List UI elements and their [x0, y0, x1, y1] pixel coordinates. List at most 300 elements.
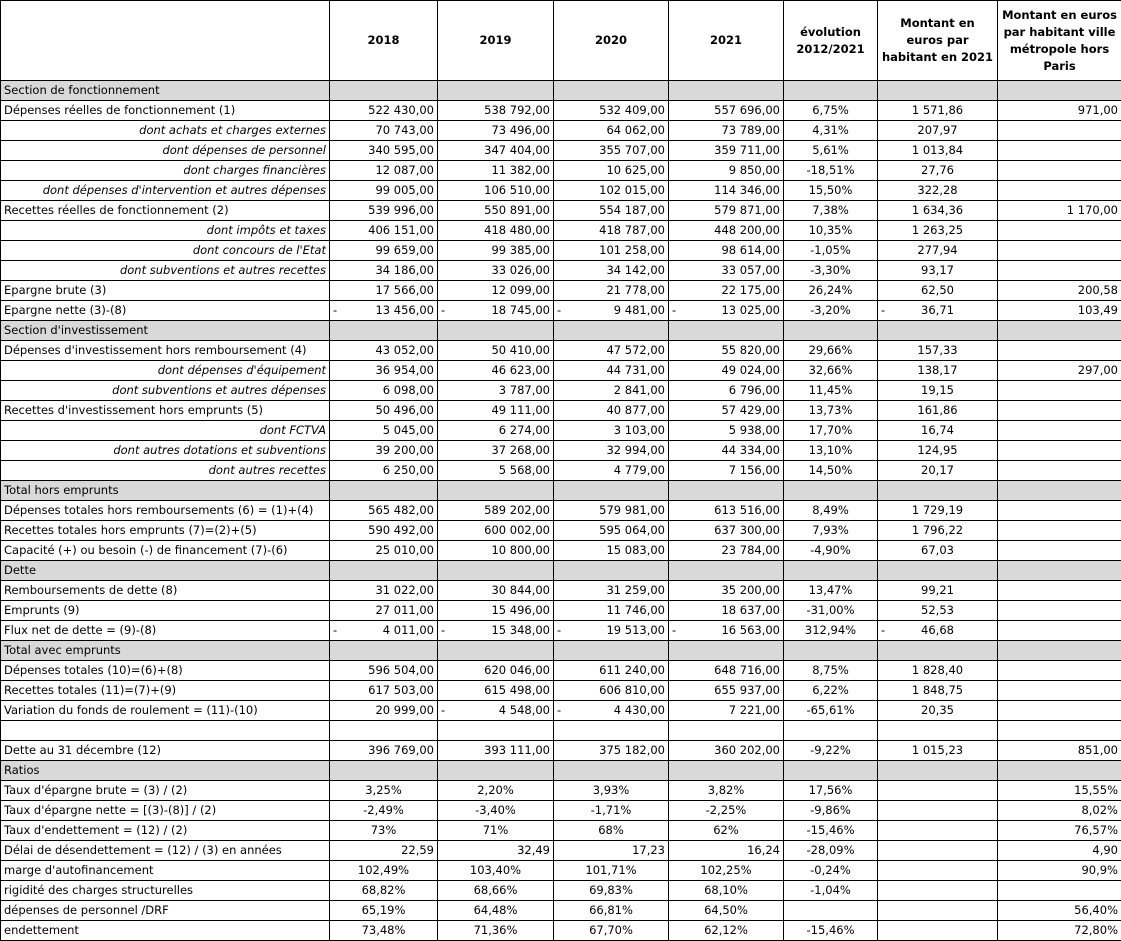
year-value: 360 202,00: [714, 743, 780, 757]
year-value-cell: [554, 281, 669, 301]
year-value: 579 871,00: [714, 203, 780, 217]
year-value: 18 745,00: [491, 303, 550, 317]
per-capita-value-cell: [878, 201, 998, 221]
per-capita-value-cell: [878, 161, 998, 181]
year-value-cell: [669, 361, 784, 381]
per-capita-value-cell: [878, 121, 998, 141]
per-capita-metro-value: 15,55%: [998, 781, 1121, 801]
year-value: 532 409,00: [599, 103, 665, 117]
section-empty-cell: [554, 321, 669, 341]
section-empty-cell: [998, 321, 1121, 341]
year-value: 25 010,00: [375, 543, 434, 557]
evolution-value: -3,20%: [784, 301, 878, 321]
year-value-cell: [438, 881, 554, 901]
year-value: 19 513,00: [606, 623, 665, 637]
header-year-2021: 2021: [669, 1, 784, 81]
year-value: 393 111,00: [484, 743, 550, 757]
year-value-cell: [669, 401, 784, 421]
year-value: 17,23: [632, 843, 665, 857]
year-value: 21 778,00: [606, 283, 665, 297]
year-value: 15 348,00: [491, 623, 550, 637]
year-value: 4 779,00: [613, 463, 665, 477]
year-value: 50 496,00: [375, 403, 434, 417]
per-capita-value: 46,68: [921, 623, 954, 637]
table-row: [1, 421, 1121, 441]
year-value-cell: [438, 681, 554, 701]
year-value-cell: [554, 821, 669, 841]
per-capita-value: 1 263,25: [911, 223, 964, 237]
year-value-cell: [438, 261, 554, 281]
year-value-cell: [438, 341, 554, 361]
table-row: [1, 741, 1121, 761]
table-row: [1, 161, 1121, 181]
year-value-cell: [330, 861, 438, 881]
per-capita-value: 19,15: [921, 383, 954, 397]
year-value-cell: [438, 201, 554, 221]
year-value: 3 103,00: [613, 423, 665, 437]
year-value: 64,50%: [704, 903, 748, 917]
negative-marker: -: [441, 703, 446, 717]
year-value: 62%: [713, 823, 739, 837]
per-capita-value: 1 571,86: [911, 103, 964, 117]
evolution-value: 6,22%: [784, 681, 878, 701]
table-row: [1, 921, 1121, 941]
year-value: 4 548,00: [498, 703, 550, 717]
year-value-cell: [438, 121, 554, 141]
header-row: [1, 1, 1121, 81]
negative-marker: -: [333, 303, 338, 317]
year-value-cell: [669, 821, 784, 841]
year-value-cell: [554, 461, 669, 481]
year-value: -3,40%: [475, 803, 516, 817]
section-empty-cell: [878, 641, 998, 661]
table-row: [1, 121, 1121, 141]
per-capita-value-cell: [878, 501, 998, 521]
row-label: dont dépenses d'équipement: [1, 361, 330, 381]
per-capita-value: 1 015,23: [911, 743, 964, 757]
table-row: [1, 201, 1121, 221]
year-value: 102,49%: [357, 863, 410, 877]
per-capita-value-cell: [878, 361, 998, 381]
evolution-value: -31,00%: [784, 601, 878, 621]
year-value-cell: [330, 101, 438, 121]
year-value-cell: [554, 701, 669, 721]
year-value: 36 954,00: [375, 363, 434, 377]
evolution-value: 26,24%: [784, 281, 878, 301]
year-value: 11 746,00: [606, 603, 665, 617]
year-value-cell: [330, 701, 438, 721]
year-value-cell: [554, 441, 669, 461]
year-value-cell: [669, 781, 784, 801]
per-capita-value-cell: [878, 281, 998, 301]
year-value-cell: [330, 661, 438, 681]
row-label: dont subventions et autres dépenses: [1, 381, 330, 401]
per-capita-value: 36,71: [921, 303, 954, 317]
per-capita-value-cell: [878, 141, 998, 161]
year-value-cell: [669, 681, 784, 701]
year-value: 6 250,00: [382, 463, 434, 477]
year-value: 396 769,00: [368, 743, 434, 757]
per-capita-value-cell: [878, 541, 998, 561]
year-value: 637 300,00: [714, 523, 780, 537]
section-empty-cell: [330, 321, 438, 341]
row-label: Recettes totales hors emprunts (7)=(2)+(5): [1, 521, 330, 541]
per-capita-value: 277,94: [917, 243, 958, 257]
table-row: [1, 781, 1121, 801]
year-value-cell: [438, 861, 554, 881]
blank-row: [1, 721, 1121, 741]
per-capita-metro-value: 971,00: [998, 101, 1121, 121]
year-value-cell: [669, 601, 784, 621]
year-value: 5 938,00: [728, 423, 780, 437]
year-value: 20 999,00: [375, 703, 434, 717]
year-value: 68,82%: [361, 883, 406, 897]
year-value: 18 637,00: [721, 603, 780, 617]
evolution-value: -3,30%: [784, 261, 878, 281]
year-value-cell: [554, 841, 669, 861]
year-value: 611 240,00: [599, 663, 665, 677]
year-value: 101 258,00: [599, 243, 665, 257]
year-value-cell: [438, 301, 554, 321]
year-value-cell: [554, 861, 669, 881]
year-value: 6 098,00: [382, 383, 434, 397]
row-label: Taux d'endettement = (12) / (2): [1, 821, 330, 841]
year-value-cell: [330, 921, 438, 941]
year-value: 595 064,00: [599, 523, 665, 537]
per-capita-value-cell: [878, 741, 998, 761]
year-value: 49 024,00: [721, 363, 780, 377]
section-empty-cell: [554, 81, 669, 101]
year-value-cell: [554, 101, 669, 121]
year-value-cell: [438, 781, 554, 801]
year-value-cell: [438, 281, 554, 301]
per-capita-metro-value: [998, 161, 1121, 181]
row-label: marge d'autofinancement: [1, 861, 330, 881]
per-capita-metro-value: [998, 681, 1121, 701]
empty-cell: [438, 721, 554, 741]
evolution-value: 8,49%: [784, 501, 878, 521]
per-capita-value-cell: [878, 221, 998, 241]
year-value: 70 743,00: [375, 123, 434, 137]
year-value-cell: [554, 741, 669, 761]
per-capita-value: 27,76: [921, 163, 954, 177]
table-row: [1, 401, 1121, 421]
section-empty-cell: [669, 481, 784, 501]
section-empty-cell: [669, 561, 784, 581]
year-value: 5 045,00: [382, 423, 434, 437]
year-value-cell: [669, 621, 784, 641]
per-capita-value-cell: [878, 841, 998, 861]
year-value: 655 937,00: [714, 683, 780, 697]
section-title: Section de fonctionnement: [1, 81, 330, 101]
section-empty-cell: [330, 481, 438, 501]
table-row: [1, 301, 1121, 321]
section-empty-cell: [998, 561, 1121, 581]
row-label: dont concours de l'Etat: [1, 241, 330, 261]
year-value: 12 099,00: [491, 283, 550, 297]
section-empty-cell: [554, 561, 669, 581]
negative-marker: -: [881, 623, 886, 637]
year-value-cell: [669, 221, 784, 241]
year-value: 102,25%: [700, 863, 752, 877]
per-capita-value-cell: [878, 801, 998, 821]
year-value-cell: [554, 181, 669, 201]
year-value-cell: [554, 241, 669, 261]
year-value-cell: [330, 881, 438, 901]
year-value: 418 787,00: [599, 223, 665, 237]
year-value: -2,25%: [705, 803, 747, 817]
per-capita-value-cell: [878, 241, 998, 261]
section-empty-cell: [784, 321, 878, 341]
per-capita-metro-value: [998, 701, 1121, 721]
per-capita-metro-value: 8,02%: [998, 801, 1121, 821]
year-value-cell: [554, 341, 669, 361]
section-header-row: [1, 321, 1121, 341]
section-empty-cell: [998, 641, 1121, 661]
section-empty-cell: [878, 321, 998, 341]
year-value: 13 025,00: [721, 303, 780, 317]
per-capita-value: 1 634,36: [911, 203, 964, 217]
negative-marker: -: [557, 703, 562, 717]
year-value-cell: [669, 201, 784, 221]
section-empty-cell: [784, 81, 878, 101]
year-value-cell: [330, 681, 438, 701]
section-header-row: [1, 481, 1121, 501]
table-row: [1, 281, 1121, 301]
year-value-cell: [330, 901, 438, 921]
year-value: 554 187,00: [599, 203, 665, 217]
row-label: dont autres recettes: [1, 461, 330, 481]
empty-cell: [554, 721, 669, 741]
section-empty-cell: [784, 761, 878, 781]
section-empty-cell: [438, 81, 554, 101]
section-empty-cell: [669, 81, 784, 101]
year-value: 617 503,00: [368, 683, 434, 697]
section-title: Ratios: [1, 761, 330, 781]
table-row: [1, 841, 1121, 861]
year-value: 10 625,00: [606, 163, 665, 177]
evolution-value: 8,75%: [784, 661, 878, 681]
per-capita-value-cell: [878, 681, 998, 701]
year-value-cell: [330, 361, 438, 381]
section-title: Total avec emprunts: [1, 641, 330, 661]
year-value-cell: [554, 261, 669, 281]
row-label: Recettes totales (11)=(7)+(9): [1, 681, 330, 701]
evolution-value: -28,09%: [784, 841, 878, 861]
header-year-2020: 2020: [554, 1, 669, 81]
year-value: 67,70%: [589, 923, 633, 937]
year-value: 37 268,00: [491, 443, 550, 457]
year-value-cell: [438, 361, 554, 381]
negative-marker: -: [672, 303, 677, 317]
year-value-cell: [438, 921, 554, 941]
evolution-value: 7,93%: [784, 521, 878, 541]
per-capita-value: 62,50: [921, 283, 954, 297]
year-value: 40 877,00: [606, 403, 665, 417]
section-empty-cell: [438, 641, 554, 661]
row-label: Dépenses réelles de fonctionnement (1): [1, 101, 330, 121]
header-evolution: évolution 2012/2021: [784, 1, 878, 81]
year-value: 39 200,00: [375, 443, 434, 457]
table-row: [1, 801, 1121, 821]
year-value-cell: [330, 201, 438, 221]
year-value-cell: [330, 161, 438, 181]
table-row: [1, 461, 1121, 481]
row-label: dont achats et charges externes: [1, 121, 330, 141]
year-value-cell: [669, 161, 784, 181]
year-value-cell: [669, 901, 784, 921]
per-capita-metro-value: [998, 221, 1121, 241]
empty-cell: [1, 721, 330, 741]
per-capita-value: 1 848,75: [911, 683, 964, 697]
per-capita-value: 99,21: [921, 583, 954, 597]
year-value-cell: [554, 501, 669, 521]
row-label: Dépenses totales (10)=(6)+(8): [1, 661, 330, 681]
per-capita-value-cell: [878, 621, 998, 641]
year-value: 347 404,00: [484, 143, 550, 157]
per-capita-metro-value: [998, 521, 1121, 541]
per-capita-metro-value: [998, 541, 1121, 561]
year-value-cell: [438, 501, 554, 521]
year-value-cell: [554, 801, 669, 821]
year-value: 49 111,00: [491, 403, 550, 417]
per-capita-value-cell: [878, 341, 998, 361]
year-value: 44 334,00: [721, 443, 780, 457]
year-value: 406 151,00: [368, 223, 434, 237]
year-value-cell: [669, 741, 784, 761]
negative-marker: -: [557, 623, 562, 637]
evolution-value: -9,22%: [784, 741, 878, 761]
section-empty-cell: [330, 81, 438, 101]
year-value-cell: [554, 781, 669, 801]
per-capita-metro-value: 4,90: [998, 841, 1121, 861]
year-value-cell: [330, 521, 438, 541]
year-value: 13 456,00: [375, 303, 434, 317]
row-label: Variation du fonds de roulement = (11)-(10): [1, 701, 330, 721]
year-value: 2 841,00: [613, 383, 665, 397]
year-value: 30 844,00: [491, 583, 550, 597]
section-empty-cell: [438, 481, 554, 501]
year-value: 12 087,00: [375, 163, 434, 177]
year-value: 44 731,00: [606, 363, 665, 377]
year-value: 68,66%: [473, 883, 518, 897]
per-capita-value: 138,17: [917, 363, 958, 377]
table-row: [1, 861, 1121, 881]
year-value: 64,48%: [473, 903, 518, 917]
section-empty-cell: [784, 481, 878, 501]
evolution-value: -15,46%: [784, 821, 878, 841]
year-value-cell: [554, 661, 669, 681]
per-capita-value: 1 796,22: [911, 523, 964, 537]
per-capita-value: 52,53: [921, 603, 954, 617]
year-value: 620 046,00: [484, 663, 550, 677]
year-value-cell: [554, 361, 669, 381]
per-capita-metro-value: [998, 421, 1121, 441]
evolution-value: -9,86%: [784, 801, 878, 821]
per-capita-value-cell: [878, 661, 998, 681]
section-empty-cell: [554, 761, 669, 781]
row-label: Epargne nette (3)-(8): [1, 301, 330, 321]
per-capita-metro-value: 72,80%: [998, 921, 1121, 941]
year-value-cell: [669, 241, 784, 261]
year-value: 375 182,00: [599, 743, 665, 757]
row-label: endettement: [1, 921, 330, 941]
year-value-cell: [669, 141, 784, 161]
row-label: Recettes réelles de fonctionnement (2): [1, 201, 330, 221]
negative-marker: -: [441, 623, 446, 637]
per-capita-value-cell: [878, 101, 998, 121]
year-value: 22 175,00: [721, 283, 780, 297]
section-empty-cell: [669, 641, 784, 661]
empty-cell: [998, 721, 1121, 741]
year-value: 3,82%: [707, 783, 745, 797]
table-row: [1, 581, 1121, 601]
year-value: 62,12%: [704, 923, 748, 937]
year-value: 550 891,00: [484, 203, 550, 217]
row-label: dont subventions et autres recettes: [1, 261, 330, 281]
year-value-cell: [330, 281, 438, 301]
section-empty-cell: [438, 761, 554, 781]
evolution-value: -1,05%: [784, 241, 878, 261]
row-label: Dette au 31 décembre (12): [1, 741, 330, 761]
year-value: 579 981,00: [599, 503, 665, 517]
year-value-cell: [330, 501, 438, 521]
year-value: 538 792,00: [484, 103, 550, 117]
table-row: [1, 601, 1121, 621]
year-value: 340 595,00: [368, 143, 434, 157]
table-body: [1, 81, 1121, 941]
table-row: [1, 681, 1121, 701]
table-row: [1, 101, 1121, 121]
evolution-value: -1,04%: [784, 881, 878, 901]
section-title: Dette: [1, 561, 330, 581]
year-value: 31 022,00: [375, 583, 434, 597]
year-value: 114 346,00: [714, 183, 780, 197]
year-value: 73 789,00: [721, 123, 780, 137]
year-value: 73 496,00: [491, 123, 550, 137]
year-value: 355 707,00: [599, 143, 665, 157]
year-value: 68,10%: [704, 883, 748, 897]
year-value-cell: [669, 881, 784, 901]
per-capita-metro-value: [998, 601, 1121, 621]
year-value-cell: [438, 801, 554, 821]
per-capita-metro-value: 56,40%: [998, 901, 1121, 921]
year-value: 43 052,00: [375, 343, 434, 357]
year-value: 33 057,00: [721, 263, 780, 277]
per-capita-metro-value: [998, 461, 1121, 481]
table-row: [1, 341, 1121, 361]
year-value-cell: [554, 421, 669, 441]
year-value: 15 083,00: [606, 543, 665, 557]
per-capita-metro-value: [998, 141, 1121, 161]
per-capita-metro-value: [998, 341, 1121, 361]
year-value-cell: [330, 241, 438, 261]
per-capita-value: 161,86: [917, 403, 958, 417]
per-capita-value-cell: [878, 401, 998, 421]
section-empty-cell: [438, 561, 554, 581]
per-capita-metro-value: [998, 381, 1121, 401]
year-value-cell: [669, 661, 784, 681]
year-value: 17 566,00: [375, 283, 434, 297]
per-capita-value: 1 828,40: [911, 663, 964, 677]
year-value: 16,24: [747, 843, 780, 857]
year-value: 4 430,00: [613, 703, 665, 717]
year-value: 101,71%: [585, 863, 637, 877]
year-value-cell: [438, 221, 554, 241]
year-value-cell: [438, 601, 554, 621]
year-value-cell: [554, 141, 669, 161]
year-value-cell: [438, 181, 554, 201]
